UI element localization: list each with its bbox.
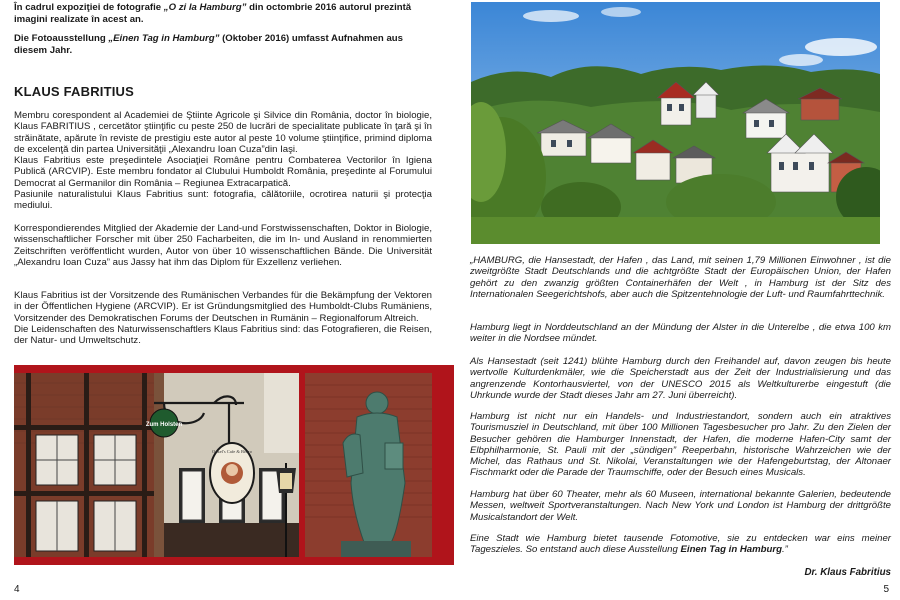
author-heading: KLAUS FABRITIUS [14, 84, 134, 99]
hamburg-text-4 [470, 411, 891, 479]
hamburg-text-1 [470, 255, 891, 300]
hamburg-paragraph-3: Als Hansestadt (seit 1241) blühte Hamburg durch den Freihandel auf, davon zeugen bis heute wertvolle Kulturdenkmäler, wie die Speicherstadt aus der Zeit der Industrialisierung und das angrenzende Kontorhausviertel, von der UNESCO 2015 als Weltkulturerbe eingestuft (die Uhrkunde wurde der Stadt dieses Jahr am 27. Juni überreicht). [470, 356, 891, 401]
bio-de-paragraph-2: Klaus Fabritius ist der Vorsitzende des Rumänischen Verbandes für die Bekämpfung der Vektoren in der Öffentlichen Hygiene (ARCVIP). Er ist Gründungsmitglied des Humboldt-Clubs Rumäniens, Vorsitzender des Demokratischen Forums der Deutschen in Rumänin – Regionalforum Altreich. [14, 290, 432, 324]
intro-de-text-end: (Oktober 2016) umfasst Aufnahmen aus diesem Jahr. [14, 33, 403, 56]
bio-de-paragraph-1: Korrespondierendes Mitglied der Akademie der Land-und Forstwissenschaften, Doktor in Biologie, wissenschaftlicher Forscher mit über 250 Facharbeiten, die im In- und Ausland in renommierten Zeitschriften veröffentlicht wurden, Autor von über 10 wissenschaftlichen Bände. Die Universität „Alexandru Ioan Cuza” aus Jassy hat ihm das Diplom für Exzellenz verliehen. [14, 223, 432, 268]
statue-photo [305, 373, 432, 557]
closing-text-end: .” [781, 544, 788, 556]
bio-romanian [14, 110, 432, 212]
exhibition-title-closing: Einen Tag in Hamburg [680, 544, 782, 556]
bio-german-1 [14, 223, 432, 268]
hamburg-text-5 [470, 489, 891, 523]
bio-de-paragraph-3: Die Leidenschaften des Naturwissenschaftlers Klaus Fabritius sind: das Fotografieren, die Reisen, der Natur- und Umweltschutz. [14, 323, 432, 347]
exhibition-title-de: „Einen Tag in Hamburg” [108, 33, 220, 44]
author-signature: Dr. Klaus Fabritius [804, 567, 891, 578]
bio-ro-line-1: Membru corespondent al Academiei de Ştiinte Agricole şi Silvice din România, doctor în biologie, Klaus FABRITIUS , cercetător ştiinţific cu peste 250 de lucrări de specialitate publicate în ţară şi în străinătate, apărute în reviste de prestigiu este autor al peste 10 volume ştiinţifice, primind diploma de excelenţă din partea Universităţii „Alexandru Ioan Cuza”din Iaşi. [14, 110, 432, 155]
intro-ro-text-end: din octombrie 2016 autorul prezintă imagini realizate în acest an. [14, 2, 412, 25]
intro-de-text: Die Fotoausstellung [14, 33, 109, 44]
intro-romanian [14, 2, 434, 25]
closing-text: Eine Stadt wie Hamburg bietet tausende Fotomotive, sie zu entdecken war eins meiner Tageszieles. So entstand auch diese Ausstellung [470, 533, 891, 556]
exhibition-title-ro: „O zi la Hamburg” [163, 2, 247, 13]
page-number-left: 4 [14, 584, 20, 595]
hamburg-hillside-photo [471, 2, 880, 244]
hamburg-paragraph-5: Hamburg hat über 60 Theater, mehr als 60 Museen, international bekannte Galerien, bedeutende Messen, weltweit Sportveranstaltungen. Nach New York und London ist Hamburg der drittgrößte Musicalstandort der Welt. [470, 489, 891, 523]
closing-paragraph [470, 533, 891, 556]
cafe-oval-sign-text: Onkel's Cafe & Bistro [212, 449, 252, 454]
hamburg-paragraph-4: Hamburg ist nicht nur ein Handels- und Industriestandort, sondern auch ein atraktives Tourismusziel in Deutschland, mit über 100 Millionen Tagesbesucher pro Jahr. Zu den Zielen der Besucher gehören die Hamburger Innenstadt, der Hafen, die moderne Hafen-City samt der Elbphilharmonie, St. Pauli mit der „sündigen” Reeperbahn, historische Wahrzeichen wie der Michel, das Rathaus und St. Nikolai, Veranstaltungen wie der Hafengeburtstag, der Altonaer Fischmarkt oder die Parade der Traumschiffe, oder der Besuch eines Musicals. [470, 411, 891, 479]
bio-ro-line-2: Klaus Fabritius este preşedintele Asociaţiei Române pentru Combaterea Vectorilor în Igiena Publică (ARCVIP). Este membru fondator al Clubului Humboldt România, preşedinte al Forumului Democrat al Germanilor din România – Regiunea Extracarpatică. [14, 155, 432, 189]
cafe-facade-photo [14, 373, 299, 557]
hamburg-closing [470, 533, 891, 556]
intro-german [14, 33, 434, 56]
right-page [450, 0, 900, 600]
hamburg-text-2 [470, 322, 891, 345]
page-number-right: 5 [883, 584, 889, 595]
hamburg-paragraph-2: Hamburg liegt in Norddeutschland an der Mündung der Alster in die Unterelbe , die etwa 100 km weiter in die Nordsee mündet. [470, 322, 891, 345]
holsten-sign-text: Zum Holsten [145, 422, 183, 428]
hamburg-text-3 [470, 356, 891, 401]
intro-ro-text: În cadrul expoziţiei de fotografie [14, 2, 164, 13]
bio-ro-line-3: Pasiunile naturalistului Klaus Fabritius sunt: fotografia, călătoriile, ocrotirea naturii şi protecţia mediului. [14, 189, 432, 212]
hamburg-paragraph-1: „HAMBURG, die Hansestadt, der Hafen , das Land, mit seinen 1,79 Millionen Einwohner , ist die zweitgrößte Stadt Deutschlands und die achtgrößte Stadt der Europäischen Union, der Hafen gehört zu den zwanzig größten Containerhäfen der Welt , in Hamburg ist der Sitz des Internationalen Seegerichtshofs, aber auch die Spitzentehnologie der Luft- und Raumfahrttechnik. [470, 255, 891, 300]
bio-german-2 [14, 290, 432, 346]
